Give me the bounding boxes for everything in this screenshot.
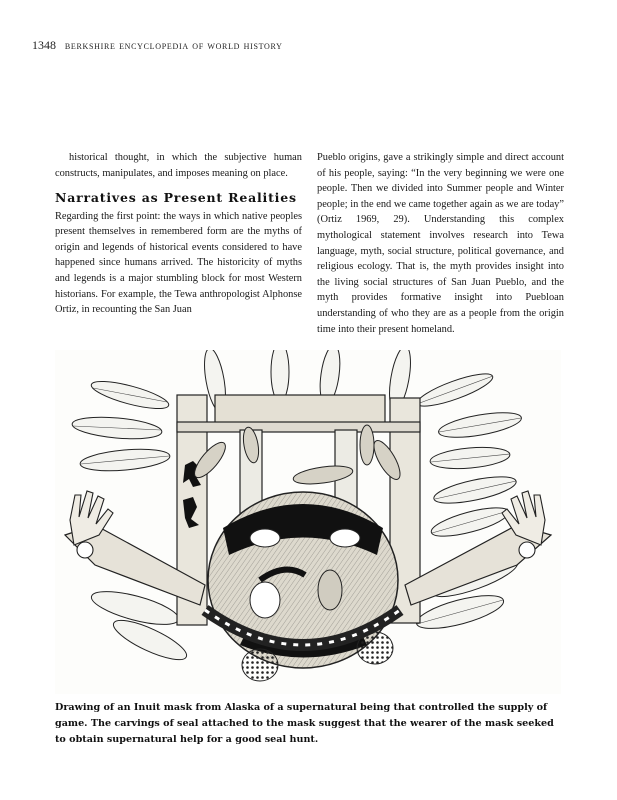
right-column xyxy=(317,150,564,337)
mask-face xyxy=(205,492,400,681)
body-paragraph-continued: Pueblo origins, gave a strikingly simple and direct account of his people, saying: “In the very beginning we were one people. Then we divided into Summer people and Winter people; in the end we came together again as we are today” (Ortiz 1969, 29). Understanding this complex mythological statement involves research into Tewa language, myth, social structure, political governance, and religious ecology. That is, the myth provides insight into the living social structures of San Juan Pueblo, and the myth provides formative insight into Puebloan understanding of who they are as a people from the origin time into their present homeland. xyxy=(317,152,564,335)
mask-drawing xyxy=(55,350,561,694)
inuit-mask-illustration xyxy=(55,350,561,694)
seal-carvings xyxy=(190,425,405,487)
continued-paragraph: historical thought, in which the subjective human constructs, manipulates, and imposes meaning on place. xyxy=(55,152,302,179)
left-column xyxy=(55,150,302,318)
publication-title: berkshire encyclopedia of world history xyxy=(64,40,283,52)
section-heading: Narratives as Present Realities xyxy=(55,190,297,206)
body-paragraph: Regarding the first point: the ways in which native peoples present themselves in remembered form are the myths of origin and legends of historical events considered to have happened since humans arrived. The historicity of myths and legends is a major stumbling block for most Western historians. For example, the Tewa anthropologist Alphonse Ortiz, in recounting the San Juan xyxy=(55,210,302,316)
figure-caption: Drawing of an Inuit mask from Alaska of a supernatural being that controlled the supply of game. The carvings of seal attached to the mask suggest that the wearer of the mask seeked to obtain supernatural help for a good seal hunt. xyxy=(55,702,554,745)
running-head xyxy=(32,38,283,53)
page-number: 1348 xyxy=(32,38,56,52)
